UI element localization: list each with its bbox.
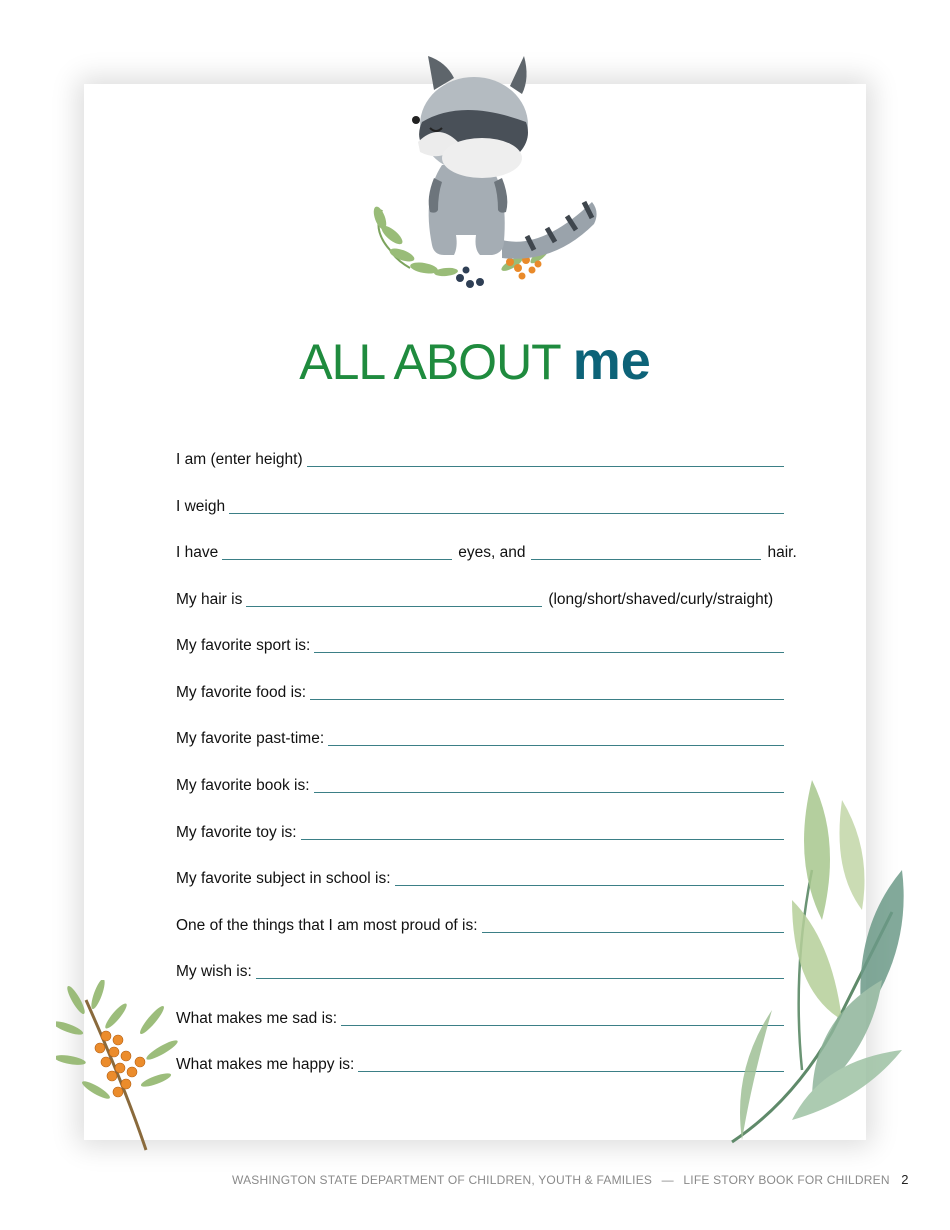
hair-style-label: My hair is: [176, 591, 243, 608]
have-label: I have: [176, 544, 219, 561]
height-row: [176, 442, 784, 470]
subject-row: [176, 861, 784, 889]
page-number: 2: [901, 1172, 909, 1187]
proud-label: One of the things that I am most proud of is:: [176, 917, 478, 934]
food-label: My favorite food is:: [176, 684, 307, 701]
happy-label: What makes me happy is:: [176, 1056, 355, 1073]
pastime-field[interactable]: [328, 733, 784, 746]
sport-row: [176, 628, 784, 656]
pastime-label: My favorite past-time:: [176, 730, 325, 747]
weight-row: [176, 489, 784, 517]
happy-row: [176, 1047, 784, 1075]
hair-color-field[interactable]: [531, 547, 761, 560]
height-field[interactable]: [307, 454, 784, 467]
footer-org: WASHINGTON STATE DEPARTMENT OF CHILDREN, YOUTH & FAMILIES: [232, 1173, 653, 1187]
food-field[interactable]: [310, 687, 784, 700]
leaf-branch-illustration: [722, 770, 917, 1150]
raccoon-illustration: [362, 50, 612, 300]
eyes-hair-row: [176, 535, 797, 563]
toy-field[interactable]: [301, 827, 784, 840]
wish-label: My wish is:: [176, 963, 252, 980]
wish-row: [176, 954, 784, 982]
book-field[interactable]: [314, 780, 784, 793]
title-part-me: me: [572, 331, 651, 391]
happy-field[interactable]: [358, 1059, 784, 1072]
book-row: [176, 768, 784, 796]
footer-separator: —: [661, 1173, 674, 1187]
wish-field[interactable]: [256, 966, 784, 979]
footer-book-title: LIFE STORY BOOK FOR CHILDREN: [683, 1173, 890, 1187]
page-title: [0, 326, 950, 397]
berry-branch-illustration: [56, 980, 186, 1155]
weight-label: I weigh: [176, 498, 226, 515]
height-label: I am (enter height): [176, 451, 303, 468]
weight-field[interactable]: [229, 501, 784, 514]
proud-row: [176, 908, 784, 936]
title-part-all-about: ALL ABOUT: [299, 334, 573, 390]
hair-label: hair.: [767, 544, 797, 561]
food-row: [176, 675, 784, 703]
toy-label: My favorite toy is:: [176, 824, 297, 841]
toy-row: [176, 815, 784, 843]
sad-field[interactable]: [341, 1013, 784, 1026]
sad-label: What makes me sad is:: [176, 1010, 338, 1027]
eye-color-field[interactable]: [222, 547, 452, 560]
page-footer: [232, 1172, 909, 1187]
hair-options-label: (long/short/shaved/curly/straight): [548, 591, 774, 608]
sad-row: [176, 1001, 784, 1029]
book-label: My favorite book is:: [176, 777, 310, 794]
subject-label: My favorite subject in school is:: [176, 870, 391, 887]
sport-label: My favorite sport is:: [176, 637, 311, 654]
sport-field[interactable]: [314, 640, 784, 653]
eyes-label: eyes, and: [458, 544, 526, 561]
hair-style-field[interactable]: [246, 594, 542, 607]
hair-style-row: [176, 582, 784, 610]
pastime-row: [176, 721, 784, 749]
